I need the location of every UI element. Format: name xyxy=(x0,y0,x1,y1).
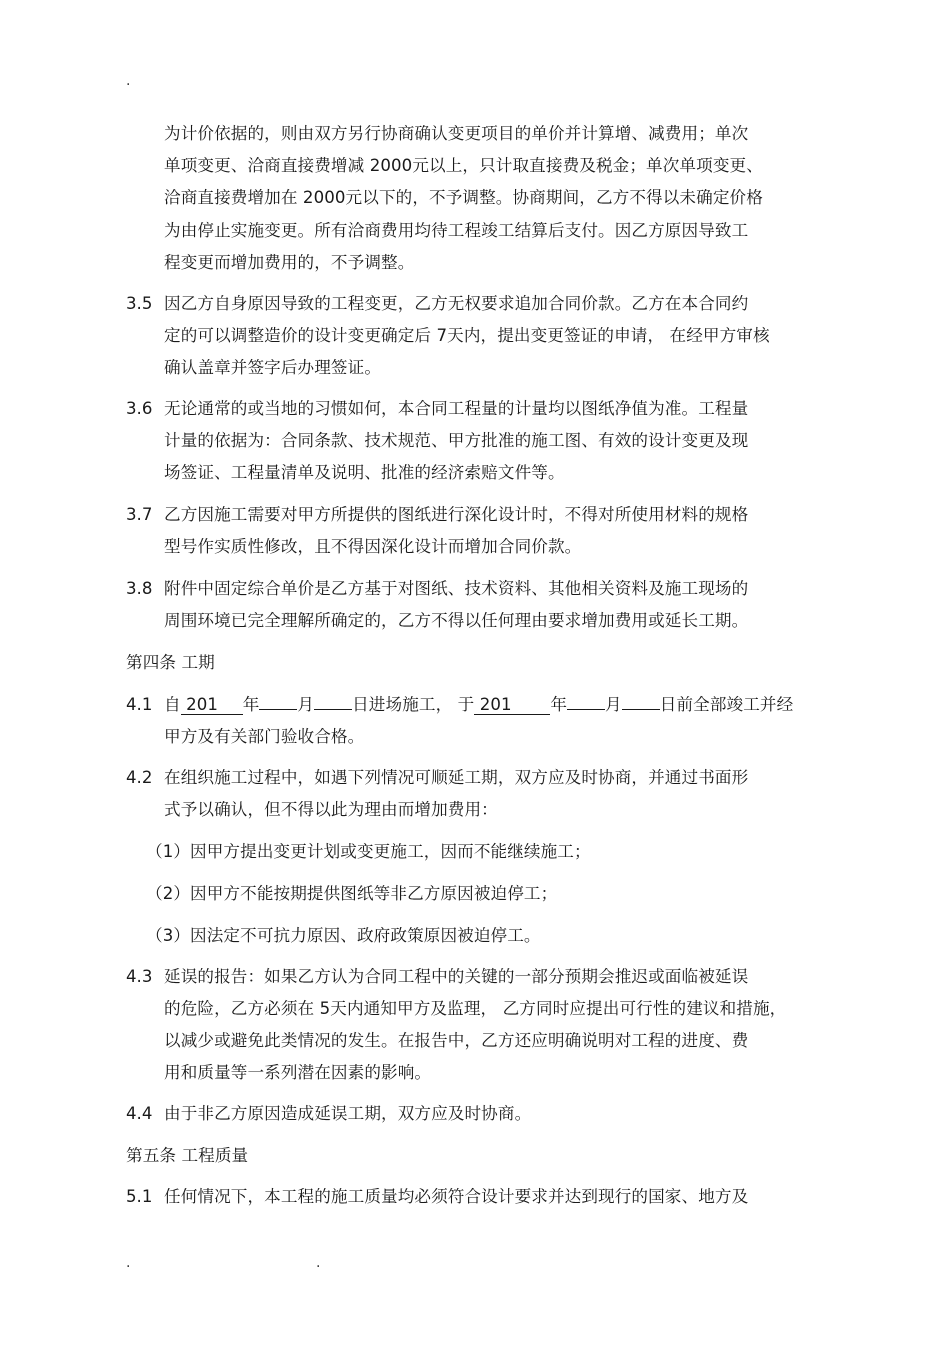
clause-line: 延误的报告：如果乙方认为合同工程中的关键的一部分预期会推迟或面临被延误 xyxy=(164,967,749,986)
clause-line: 确认盖章并签字后办理签证。 xyxy=(164,358,382,377)
intro-line: 为计价依据的，则由双方另行协商确认变更项目的单价并计算增、减费用；单次 xyxy=(164,124,749,143)
intro-line: 程变更而增加费用的，不予调整。 xyxy=(164,253,415,272)
clause-number: 4.1 xyxy=(126,695,153,714)
clause-line: 在组织施工过程中，如遇下列情况可顺延工期，双方应及时协商，并通过书面形 xyxy=(164,768,749,787)
footer-dot: . xyxy=(316,1255,321,1271)
clause-number: 3.7 xyxy=(126,505,153,524)
end-year-blank xyxy=(474,696,550,715)
list-item: （3）因法定不可抗力原因、政府政策原因被迫停工。 xyxy=(146,926,541,945)
intro-line: 为由停止实施变更。所有洽商费用均待工程竣工结算后支付。因乙方原因导致工 xyxy=(164,221,749,240)
clause-line: 定的可以调整造价的设计变更确定后 7天内，提出变更签证的申请， 在经甲方审核 xyxy=(164,326,770,345)
clause-line: 周围环境已完全理解所确定的，乙方不得以任何理由要求增加费用或延长工期。 xyxy=(164,611,749,630)
end-month-blank xyxy=(567,709,605,710)
clause-number: 4.4 xyxy=(126,1104,153,1123)
clause-line: 因乙方自身原因导致的工程变更，乙方无权要求追加合同价款。乙方在本合同约 xyxy=(164,294,749,313)
header-dot: . xyxy=(126,73,131,89)
clause-line: 式予以确认，但不得以此为理由而增加费用： xyxy=(164,800,498,819)
list-item: （2）因甲方不能按期提供图纸等非乙方原因被迫停工； xyxy=(146,884,558,903)
clause-4-1-date-line xyxy=(164,695,793,715)
end-year: 201 xyxy=(479,695,512,714)
clause-line: 计量的依据为：合同条款、技术规范、甲方批准的施工图、有效的设计变更及现 xyxy=(164,431,749,450)
text-nian: 年 xyxy=(550,695,568,714)
text-ri-start: 日进场施工， 于 xyxy=(352,695,475,714)
clause-line: 的危险，乙方必须在 5天内通知甲方及监理， 乙方同时应提出可行性的建议和措施， xyxy=(164,999,787,1018)
clause-line: 型号作实质性修改，且不得因深化设计而增加合同价款。 xyxy=(164,537,582,556)
text-ri-end: 日前全部竣工并经 xyxy=(659,695,794,714)
clause-number: 3.8 xyxy=(126,579,153,598)
list-item: （1）因甲方提出变更计划或变更施工，因而不能继续施工； xyxy=(146,842,591,861)
article-5-heading: 第五条 工程质量 xyxy=(126,1146,249,1165)
clause-line: 乙方因施工需要对甲方所提供的图纸进行深化设计时，不得对所使用材料的规格 xyxy=(164,505,749,524)
text-zi: 自 xyxy=(164,695,181,714)
clause-line: 任何情况下，本工程的施工质量均必须符合设计要求并达到现行的国家、地方及 xyxy=(164,1187,749,1206)
clause-line: 附件中固定综合单价是乙方基于对图纸、技术资料、其他相关资料及施工现场的 xyxy=(164,579,749,598)
article-4-heading: 第四条 工期 xyxy=(126,653,215,672)
clause-line: 甲方及有关部门验收合格。 xyxy=(164,727,365,746)
clause-number: 3.5 xyxy=(126,294,153,313)
start-month-blank xyxy=(259,709,297,710)
start-day-blank xyxy=(314,709,352,710)
intro-line: 洽商直接费增加在 2000元以下的，不予调整。协商期间，乙方不得以未确定价格 xyxy=(164,188,763,207)
start-year-blank xyxy=(181,696,243,715)
clause-line: 用和质量等一系列潜在因素的影响。 xyxy=(164,1063,432,1082)
text-yue: 月 xyxy=(297,695,315,714)
clause-line: 以减少或避免此类情况的发生。在报告中，乙方还应明确说明对工程的进度、费 xyxy=(164,1031,749,1050)
end-day-blank xyxy=(622,709,660,710)
footer-dot: . xyxy=(126,1255,131,1271)
text-nian: 年 xyxy=(242,695,260,714)
intro-line: 单项变更、洽商直接费增减 2000元以上，只计取直接费及税金；单次单项变更、 xyxy=(164,156,763,175)
clause-line: 由于非乙方原因造成延误工期，双方应及时协商。 xyxy=(164,1104,532,1123)
clause-number: 3.6 xyxy=(126,399,153,418)
clause-line: 无论通常的或当地的习惯如何，本合同工程量的计量均以图纸净值为准。工程量 xyxy=(164,399,749,418)
start-year: 201 xyxy=(186,695,219,714)
clause-number: 4.3 xyxy=(126,967,153,986)
clause-number: 4.2 xyxy=(126,768,153,787)
text-yue: 月 xyxy=(605,695,622,714)
clause-line: 场签证、工程量清单及说明、批准的经济索赔文件等。 xyxy=(164,463,565,482)
clause-number: 5.1 xyxy=(126,1187,153,1206)
